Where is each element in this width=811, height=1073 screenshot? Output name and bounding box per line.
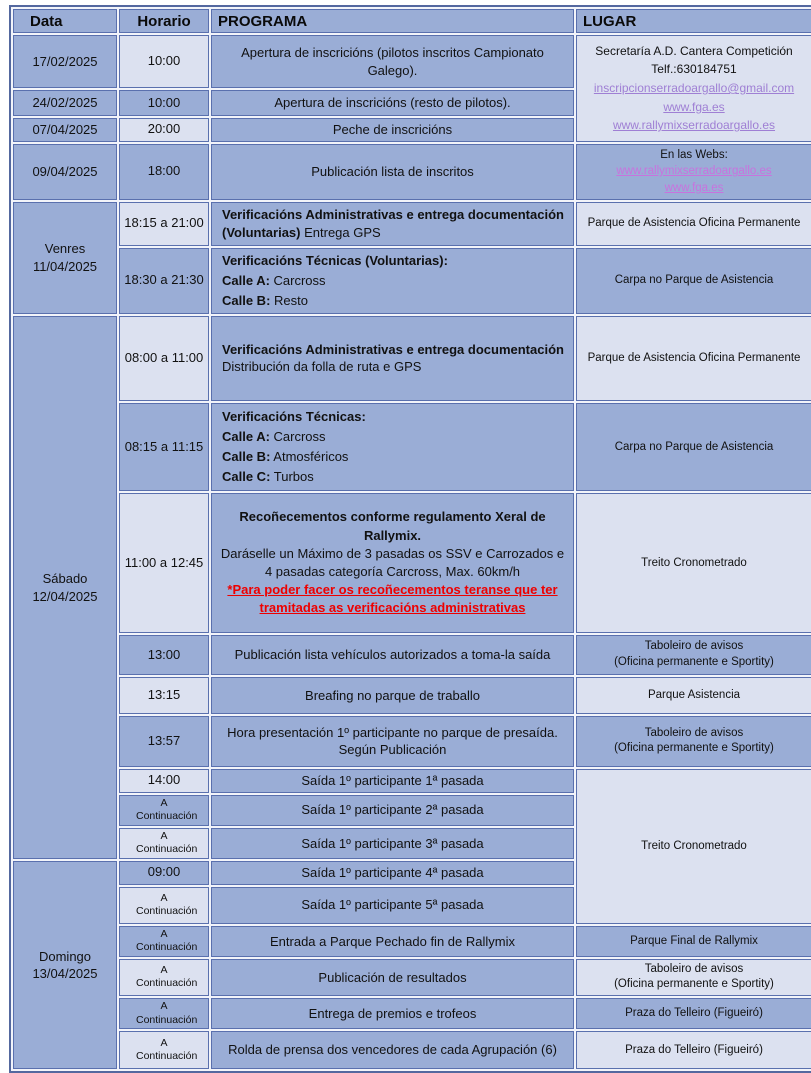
webs-rallymix-link[interactable]: www.rallymixserradoargallo.es: [616, 165, 772, 178]
table-row: [13, 493, 811, 633]
table-row: [13, 926, 811, 957]
program-cell: Saída 1º participante 4ª pasada: [211, 861, 574, 885]
program-cell: Rolda de prensa dos vencedores de cada Agrupación (6): [211, 1031, 574, 1069]
location-cell-webs: [576, 144, 811, 200]
location-cell-treito: Treito Cronometrado: [576, 769, 811, 924]
contact-name: Secretaría A.D. Cantera Competición: [595, 43, 793, 58]
location-cell: Carpa no Parque de Asistencia: [576, 248, 811, 314]
time-cell: 10:00: [119, 90, 209, 116]
time-cell: A Continuación: [119, 998, 209, 1029]
time-cell: 18:30 a 21:30: [119, 248, 209, 314]
date-cell-17-02: 17/02/2025: [13, 35, 117, 88]
location-cell-secretaria: [576, 35, 811, 142]
warning-text: *Para poder facer os recoñecementos teranse que ter tramitadas as verificacións administrativas: [227, 582, 558, 616]
time-cell: A Continuación: [119, 1031, 209, 1069]
program-cell: Apertura de inscricións (pilotos inscritos Campionato Galego).: [211, 35, 574, 88]
time-cell: 13:57: [119, 716, 209, 767]
time-cell: 13:00: [119, 635, 209, 675]
table-row: [13, 635, 811, 675]
program-cell: Hora presentación 1º participante no parque de presaída. Según Publicación: [211, 716, 574, 767]
table-row: [13, 1031, 811, 1069]
location-cell: Parque Asistencia: [576, 677, 811, 714]
program-cell: Publicación de resultados: [211, 959, 574, 996]
program-cell: Saída 1º participante 1ª pasada: [211, 769, 574, 793]
column-header-lugar: LUGAR: [576, 9, 811, 33]
time-cell: A Continuación: [119, 828, 209, 859]
date-cell-09-04: 09/04/2025: [13, 144, 117, 200]
program-cell: [211, 493, 574, 633]
email-link[interactable]: inscripcionserradoargallo@gmail.com: [593, 80, 795, 95]
time-cell: 18:15 a 21:00: [119, 202, 209, 246]
location-cell: Parque de Asistencia Oficina Permanente: [576, 316, 811, 401]
location-cell: Taboleiro de avisos (Oficina permanente e Sportity): [576, 716, 811, 767]
table-row: [13, 202, 811, 246]
table-row: [13, 677, 811, 714]
time-cell: 20:00: [119, 118, 209, 142]
column-header-horario: Horario: [119, 9, 209, 33]
program-cell: Verificacións Administrativas e entrega documentación (Voluntarias) Entrega GPS: [211, 202, 574, 246]
webs-fga-link[interactable]: www.fga.es: [664, 181, 724, 194]
program-cell: Entrega de premios e trofeos: [211, 998, 574, 1029]
location-cell: Praza do Telleiro (Figueiró): [576, 1031, 811, 1069]
program-cell: Peche de inscricións: [211, 118, 574, 142]
program-cell: Breafing no parque de traballo: [211, 677, 574, 714]
location-cell: Parque de Asistencia Oficina Permanente: [576, 202, 811, 246]
recon-title: Recoñecementos conforme regulamento Xeral de Rallymix.: [239, 509, 546, 543]
table-row: [13, 959, 811, 996]
location-cell: Praza do Telleiro (Figueiró): [576, 998, 811, 1029]
time-cell: 08:15 a 11:15: [119, 403, 209, 491]
location-cell: Taboleiro de avisos (Oficina permanente e Sportity): [576, 635, 811, 675]
program-cell: Saída 1º participante 3ª pasada: [211, 828, 574, 859]
table-row: [13, 248, 811, 314]
program-cell: Verificacións Técnicas: Calle A: Carcross Calle B: Atmosféricos Calle C: Turbos: [211, 403, 574, 491]
table-row: [13, 35, 811, 88]
column-header-data: Data: [13, 9, 117, 33]
time-cell: 14:00: [119, 769, 209, 793]
program-cell: Verificacións Administrativas e entrega documentación Distribución da folla de ruta e GPS: [211, 316, 574, 401]
table-row: [13, 403, 811, 491]
table-row: [13, 769, 811, 793]
program-cell: Entrada a Parque Pechado fin de Rallymix: [211, 926, 574, 957]
location-cell: Carpa no Parque de Asistencia: [576, 403, 811, 491]
program-cell: Apertura de inscricións (resto de pilotos).: [211, 90, 574, 116]
fga-link[interactable]: www.fga.es: [663, 99, 725, 114]
time-cell: 13:15: [119, 677, 209, 714]
time-cell: 18:00: [119, 144, 209, 200]
date-cell-venres: Venres 11/04/2025: [13, 202, 117, 314]
program-cell: Saída 1º participante 5ª pasada: [211, 887, 574, 924]
date-cell-24-02: 24/02/2025: [13, 90, 117, 116]
date-cell-domingo: Domingo 13/04/2025: [13, 861, 117, 1069]
time-cell: 11:00 a 12:45: [119, 493, 209, 633]
location-cell: Parque Final de Rallymix: [576, 926, 811, 957]
time-cell: 10:00: [119, 35, 209, 88]
table-row: [13, 316, 811, 401]
time-cell: A Continuación: [119, 926, 209, 957]
time-cell: 08:00 a 11:00: [119, 316, 209, 401]
program-cell: Saída 1º participante 2ª pasada: [211, 795, 574, 826]
rallymix-link[interactable]: www.rallymixserradoargallo.es: [612, 118, 776, 133]
date-cell-07-04: 07/04/2025: [13, 118, 117, 142]
time-cell: A Continuación: [119, 959, 209, 996]
program-cell: Publicación lista vehículos autorizados a toma-la saída: [211, 635, 574, 675]
time-cell: A Continuación: [119, 795, 209, 826]
location-cell: Taboleiro de avisos (Oficina permanente e Sportity): [576, 959, 811, 996]
date-cell-sabado: Sábado 12/04/2025: [13, 316, 117, 859]
table-row: [13, 144, 811, 200]
column-header-programa: PROGRAMA: [211, 9, 574, 33]
time-cell: 09:00: [119, 861, 209, 885]
time-cell: A Continuación: [119, 887, 209, 924]
recon-body: Daráselle un Máximo de 3 pasadas os SSV e Carrozados e 4 pasadas categoría Carcross, Max. 60km/h: [220, 545, 565, 579]
program-cell: Verificacións Técnicas (Voluntarias): Calle A: Carcross Calle B: Resto: [211, 248, 574, 314]
location-cell: Treito Cronometrado: [576, 493, 811, 633]
table-row: [13, 998, 811, 1029]
schedule-table: [9, 5, 811, 1073]
contact-phone: Telf.:630184751: [651, 62, 737, 77]
program-cell: Publicación lista de inscritos: [211, 144, 574, 200]
table-row: [13, 716, 811, 767]
webs-title: En las Webs:: [660, 148, 728, 161]
